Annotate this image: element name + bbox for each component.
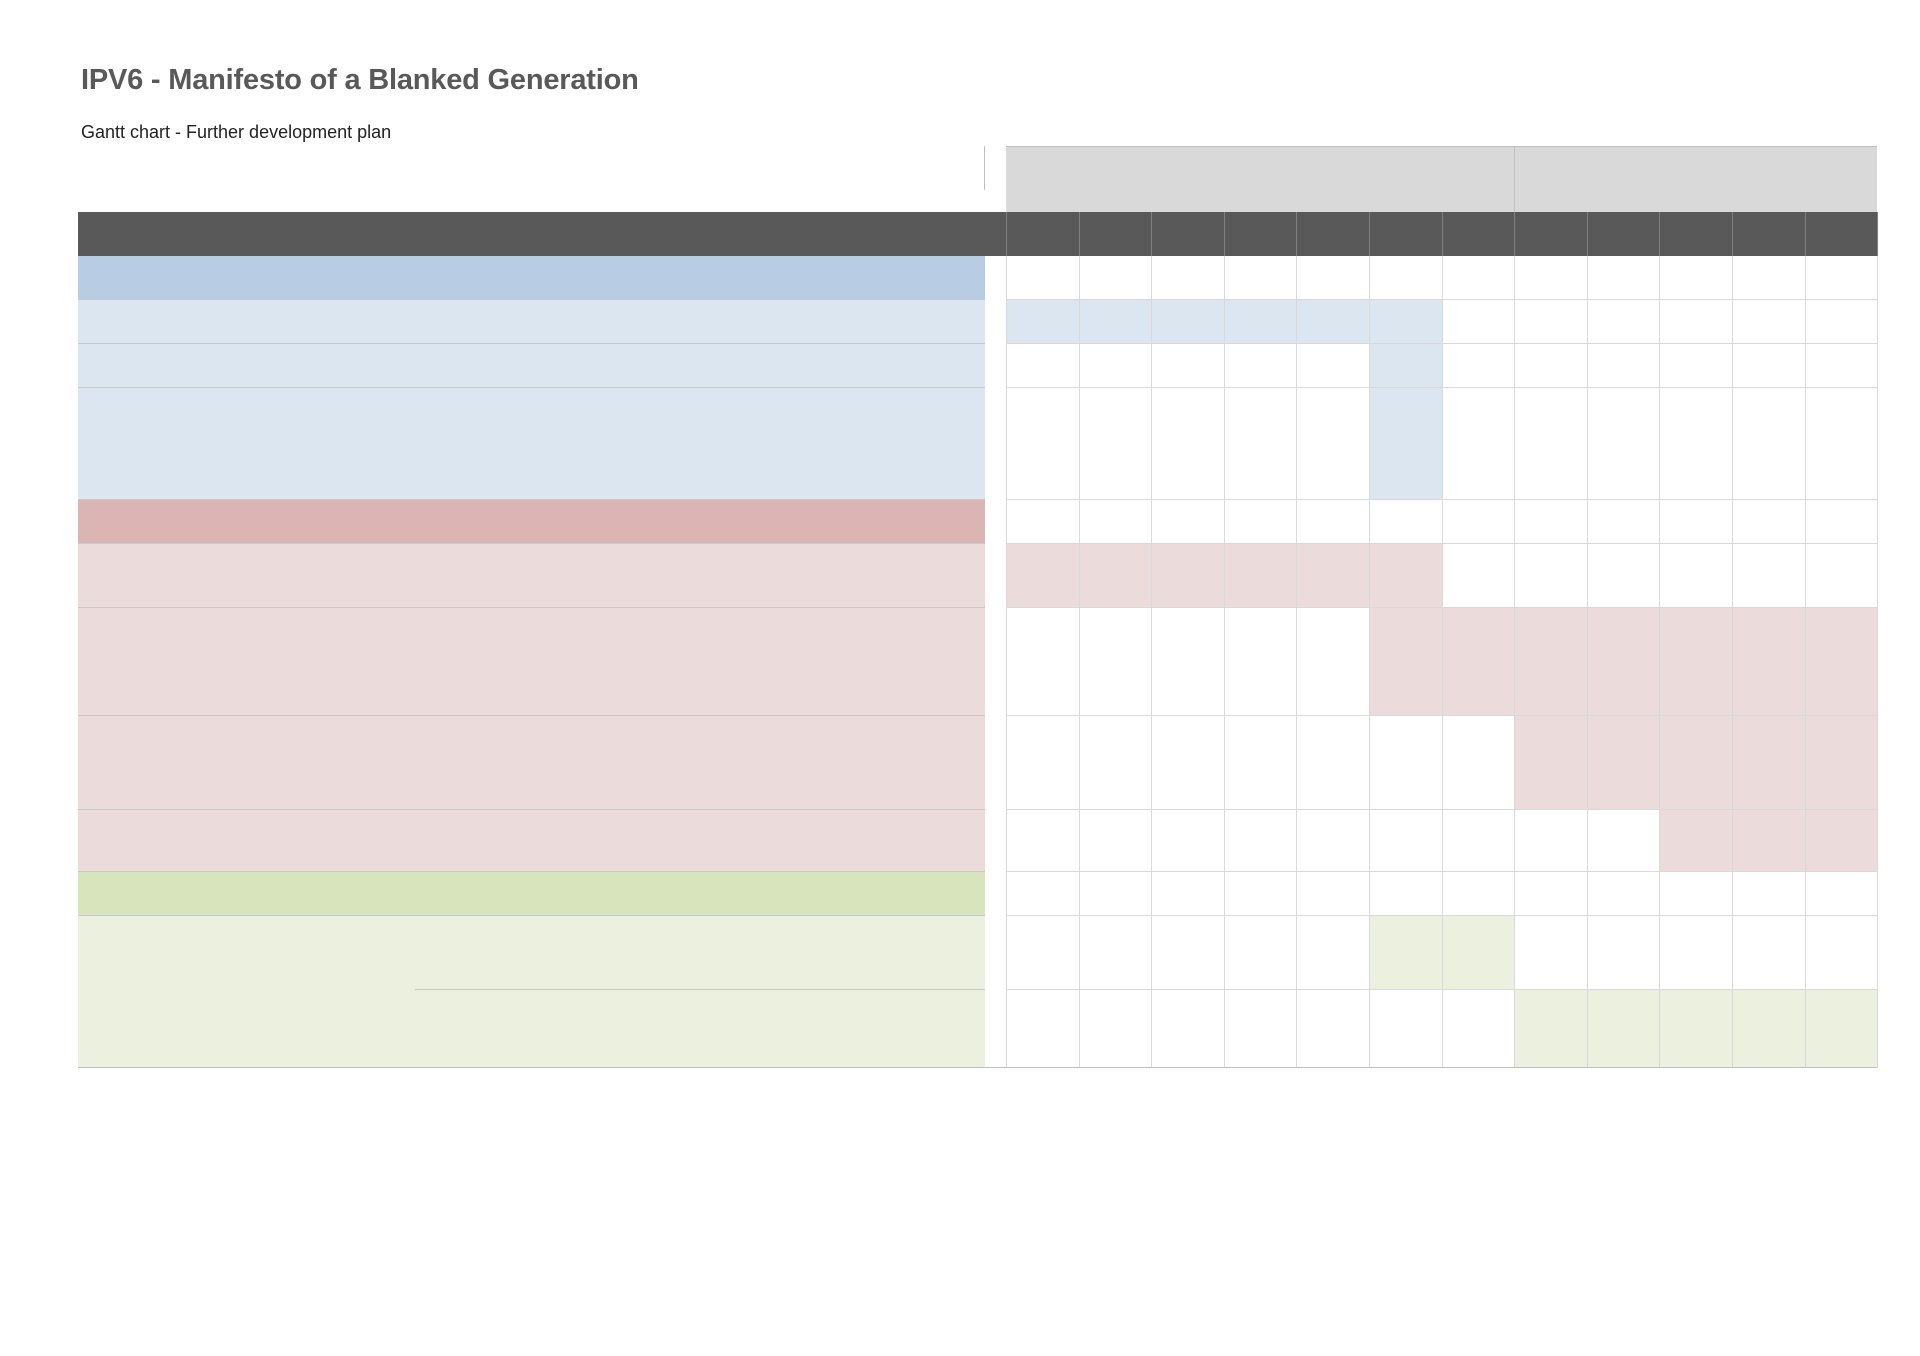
gantt-bar-cell	[1514, 716, 1587, 810]
task-name	[78, 544, 415, 608]
gantt-bar-cell	[1514, 608, 1587, 716]
month-label-may	[1805, 190, 1878, 212]
task-where	[415, 810, 595, 872]
gantt-empty-cell	[1659, 300, 1732, 344]
task-where	[415, 544, 595, 608]
gantt-bar-cell	[1224, 544, 1297, 608]
task-description	[595, 716, 985, 810]
gantt-bar-cell	[1006, 544, 1079, 608]
gantt-empty-cell	[1587, 344, 1660, 388]
header-description	[595, 212, 985, 256]
gantt-empty-cell	[1442, 300, 1515, 344]
timeline-column-divider	[1877, 256, 1878, 1068]
gantt-empty-cell	[1587, 300, 1660, 344]
timeline-column-divider	[1296, 256, 1297, 1068]
gantt-empty-cell	[1151, 990, 1224, 1068]
gantt-empty-cell	[1224, 716, 1297, 810]
timeline-column-divider	[1514, 256, 1515, 1068]
gantt-empty-cell	[1442, 500, 1515, 544]
gantt-empty-cell	[1732, 344, 1805, 388]
gantt-bar-cell	[1805, 810, 1878, 872]
gantt-empty-cell	[1224, 916, 1297, 990]
gantt-empty-cell	[1006, 388, 1079, 500]
gantt-empty-cell	[1296, 916, 1369, 990]
header-month-divider	[1877, 212, 1878, 256]
gantt-bar-cell	[1369, 608, 1442, 716]
gantt-empty-cell	[1659, 388, 1732, 500]
gantt-empty-cell	[1006, 810, 1079, 872]
timeline-column-divider	[1224, 256, 1225, 1068]
gantt-bar-cell	[1805, 716, 1878, 810]
gantt-empty-cell	[1732, 544, 1805, 608]
task-description	[595, 544, 985, 608]
header-separator	[984, 146, 985, 190]
gantt-empty-cell	[1224, 388, 1297, 500]
gantt-empty-cell	[1732, 500, 1805, 544]
gantt-bar-cell	[1442, 608, 1515, 716]
gantt-bar-cell	[1369, 916, 1442, 990]
gantt-empty-cell	[1732, 916, 1805, 990]
timeline-column-divider	[1006, 256, 1007, 1068]
gantt-empty-cell	[1296, 872, 1369, 916]
task-description	[595, 810, 985, 872]
gantt-empty-cell	[1151, 916, 1224, 990]
gantt-bar-cell	[1369, 388, 1442, 500]
gantt-empty-cell	[1805, 388, 1878, 500]
gantt-empty-cell	[1006, 344, 1079, 388]
header-month-divider	[1732, 212, 1733, 256]
gantt-empty-cell	[1732, 388, 1805, 500]
gantt-empty-cell	[1296, 716, 1369, 810]
gantt-empty-cell	[1296, 256, 1369, 300]
gantt-bar-cell	[1369, 300, 1442, 344]
gantt-empty-cell	[1296, 388, 1369, 500]
gantt-empty-cell	[1442, 716, 1515, 810]
timeline-column-divider	[1732, 256, 1733, 1068]
gantt-empty-cell	[1296, 608, 1369, 716]
timeline-column-divider	[1587, 256, 1588, 1068]
gantt-empty-cell	[1587, 916, 1660, 990]
gantt-empty-cell	[1659, 500, 1732, 544]
gantt-empty-cell	[1732, 300, 1805, 344]
gantt-empty-cell	[1587, 500, 1660, 544]
gantt-empty-cell	[1006, 500, 1079, 544]
gantt-empty-cell	[1805, 544, 1878, 608]
gantt-bar-cell	[1151, 300, 1224, 344]
header-month-divider	[1224, 212, 1225, 256]
gantt-empty-cell	[1296, 344, 1369, 388]
month-label-july	[1079, 190, 1152, 212]
task-description	[595, 608, 985, 716]
gantt-empty-cell	[1151, 500, 1224, 544]
header-task	[82, 212, 382, 256]
gantt-empty-cell	[1224, 810, 1297, 872]
task-where	[415, 388, 595, 500]
gantt-empty-cell	[1514, 256, 1587, 300]
task-name	[78, 344, 415, 388]
gantt-empty-cell	[1805, 344, 1878, 388]
gantt-empty-cell	[1514, 344, 1587, 388]
gantt-bar-cell	[1296, 300, 1369, 344]
gantt-empty-cell	[1514, 300, 1587, 344]
gantt-empty-cell	[1442, 256, 1515, 300]
timeline-header-top-border	[1006, 146, 1877, 147]
gantt-empty-cell	[1224, 872, 1297, 916]
gantt-empty-cell	[1369, 256, 1442, 300]
gantt-empty-cell	[1587, 388, 1660, 500]
gantt-bar-cell	[1296, 544, 1369, 608]
month-label-january	[1514, 190, 1587, 212]
month-label-december	[1442, 190, 1515, 212]
task-name	[78, 608, 415, 716]
year-label-2022	[1514, 146, 1877, 190]
gantt-empty-cell	[1079, 256, 1152, 300]
task-name	[78, 300, 415, 344]
gantt-empty-cell	[1659, 344, 1732, 388]
page-title: IPV6 - Manifesto of a Blanked Generation	[81, 64, 639, 96]
timeline-column-divider	[1151, 256, 1152, 1068]
gantt-empty-cell	[1006, 916, 1079, 990]
gantt-bar-cell	[1659, 990, 1732, 1068]
gantt-empty-cell	[1587, 256, 1660, 300]
gantt-empty-cell	[1805, 256, 1878, 300]
gantt-empty-cell	[1587, 544, 1660, 608]
gantt-empty-cell	[1514, 872, 1587, 916]
level-heading	[78, 500, 415, 544]
gantt-bar-cell	[1587, 990, 1660, 1068]
gantt-bar-cell	[1732, 810, 1805, 872]
gantt-empty-cell	[1296, 500, 1369, 544]
header-month-divider	[1442, 212, 1443, 256]
gantt-bar-cell	[1514, 990, 1587, 1068]
gantt-bar-cell	[1442, 916, 1515, 990]
gantt-empty-cell	[1514, 500, 1587, 544]
gantt-empty-cell	[1079, 500, 1152, 544]
gantt-empty-cell	[1369, 500, 1442, 544]
gantt-bar-cell	[1732, 990, 1805, 1068]
gantt-bar-cell	[1079, 300, 1152, 344]
month-label-august	[1151, 190, 1224, 212]
task-name	[78, 810, 415, 872]
task-name	[78, 716, 415, 810]
gantt-empty-cell	[1805, 300, 1878, 344]
gantt-empty-cell	[1151, 872, 1224, 916]
gantt-empty-cell	[1514, 388, 1587, 500]
task-where	[415, 990, 595, 1068]
gantt-bar-cell	[1805, 990, 1878, 1068]
gantt-empty-cell	[1442, 344, 1515, 388]
gantt-empty-cell	[1659, 916, 1732, 990]
gantt-empty-cell	[1514, 810, 1587, 872]
gantt-empty-cell	[1224, 344, 1297, 388]
gantt-empty-cell	[1151, 256, 1224, 300]
gantt-bar-cell	[1732, 716, 1805, 810]
gantt-empty-cell	[1151, 344, 1224, 388]
gantt-empty-cell	[1151, 388, 1224, 500]
gantt-bar-cell	[1587, 716, 1660, 810]
header-month-divider	[1296, 212, 1297, 256]
gantt-empty-cell	[1442, 544, 1515, 608]
month-label-november	[1369, 190, 1442, 212]
gantt-empty-cell	[1587, 810, 1660, 872]
gantt-empty-cell	[1006, 256, 1079, 300]
gantt-empty-cell	[1369, 872, 1442, 916]
gantt-empty-cell	[1442, 990, 1515, 1068]
gantt-empty-cell	[1805, 916, 1878, 990]
timeline-column-divider	[1659, 256, 1660, 1068]
gantt-bar-cell	[1151, 544, 1224, 608]
task-where	[415, 916, 595, 990]
header-month-divider	[1006, 212, 1007, 256]
page-subtitle: Gantt chart - Further development plan	[81, 122, 392, 142]
timeline-column-divider	[1079, 256, 1080, 1068]
gantt-empty-cell	[1079, 916, 1152, 990]
task-description	[595, 388, 985, 500]
task-where	[415, 608, 595, 716]
header-month-divider	[1805, 212, 1806, 256]
gantt-empty-cell	[1079, 872, 1152, 916]
gantt-empty-cell	[1369, 716, 1442, 810]
gantt-empty-cell	[1224, 500, 1297, 544]
gantt-empty-cell	[1296, 990, 1369, 1068]
gantt-empty-cell	[1224, 990, 1297, 1068]
gantt-empty-cell	[1151, 608, 1224, 716]
month-label-february	[1587, 190, 1660, 212]
month-label-october	[1296, 190, 1369, 212]
gantt-empty-cell	[1224, 256, 1297, 300]
gantt-empty-cell	[1732, 872, 1805, 916]
timeline-column-divider	[1369, 256, 1370, 1068]
gantt-bar-cell	[1805, 608, 1878, 716]
task-name	[78, 388, 415, 500]
gantt-empty-cell	[1079, 344, 1152, 388]
month-label-march	[1659, 190, 1732, 212]
level-heading	[78, 256, 415, 300]
gantt-empty-cell	[1079, 810, 1152, 872]
level-heading	[78, 872, 415, 916]
gantt-empty-cell	[1079, 388, 1152, 500]
gantt-empty-cell	[1805, 872, 1878, 916]
gantt-empty-cell	[1442, 810, 1515, 872]
gantt-bar-cell	[1369, 344, 1442, 388]
gantt-bar-cell	[1659, 810, 1732, 872]
gantt-empty-cell	[1151, 810, 1224, 872]
gantt-bar-cell	[1587, 608, 1660, 716]
gantt-empty-cell	[1514, 544, 1587, 608]
gantt-empty-cell	[1151, 716, 1224, 810]
gantt-empty-cell	[1079, 990, 1152, 1068]
month-label-june	[1006, 190, 1079, 212]
month-label-september	[1224, 190, 1297, 212]
gantt-empty-cell	[1659, 544, 1732, 608]
gantt-empty-cell	[1514, 916, 1587, 990]
gantt-empty-cell	[1369, 810, 1442, 872]
gantt-empty-cell	[1006, 716, 1079, 810]
timeline-column-divider	[1805, 256, 1806, 1068]
task-description	[595, 990, 985, 1068]
month-label-april	[1732, 190, 1805, 212]
task-where	[415, 716, 595, 810]
gantt-bar-cell	[1659, 608, 1732, 716]
header-where	[419, 212, 579, 256]
gantt-bar-cell	[1079, 544, 1152, 608]
header-month-divider	[1369, 212, 1370, 256]
gantt-empty-cell	[1805, 500, 1878, 544]
task-description	[595, 916, 985, 990]
header-month-divider	[1587, 212, 1588, 256]
gantt-bar-cell	[1732, 608, 1805, 716]
gantt-empty-cell	[1659, 256, 1732, 300]
gantt-empty-cell	[1732, 256, 1805, 300]
table-bottom-border	[78, 1067, 1877, 1068]
header-month-divider	[1079, 212, 1080, 256]
header-month-divider	[1659, 212, 1660, 256]
gantt-empty-cell	[1006, 872, 1079, 916]
timeline-column-divider	[1442, 256, 1443, 1068]
gantt-empty-cell	[1659, 872, 1732, 916]
gantt-bar-cell	[1369, 544, 1442, 608]
gantt-empty-cell	[1079, 608, 1152, 716]
gantt-empty-cell	[1296, 810, 1369, 872]
gantt-bar-cell	[1006, 300, 1079, 344]
header-month-divider	[1151, 212, 1152, 256]
gantt-empty-cell	[1006, 608, 1079, 716]
gantt-empty-cell	[1224, 608, 1297, 716]
gantt-empty-cell	[1442, 872, 1515, 916]
gantt-bar-cell	[1659, 716, 1732, 810]
gantt-empty-cell	[1369, 990, 1442, 1068]
gantt-empty-cell	[1006, 990, 1079, 1068]
gantt-bar-cell	[1224, 300, 1297, 344]
gantt-empty-cell	[1442, 388, 1515, 500]
gantt-empty-cell	[1587, 872, 1660, 916]
header-month-divider	[1514, 212, 1515, 256]
gantt-empty-cell	[1079, 716, 1152, 810]
year-label-2021	[1006, 146, 1514, 190]
